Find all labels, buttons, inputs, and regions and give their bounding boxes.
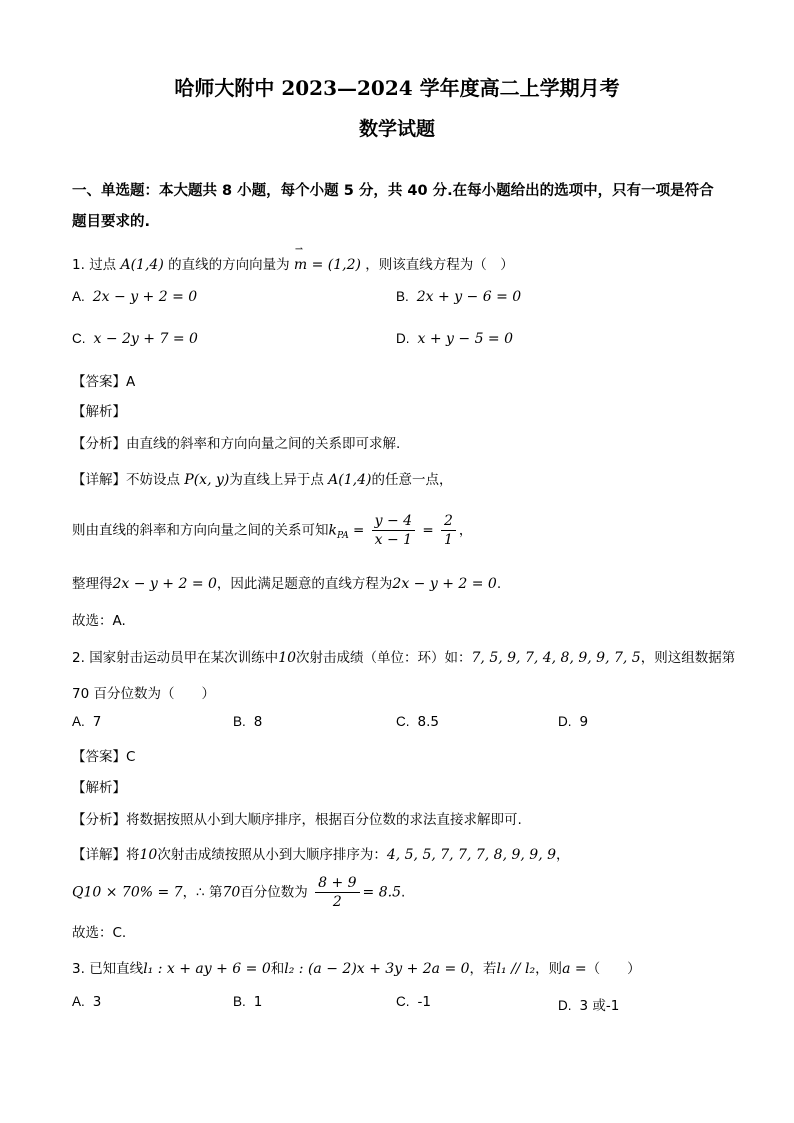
question-3: 3. 已知直线l₁ : x + ay + 6 = 0和l₂ : (a − 2)x + 3y + 2a = 0，若l₁ // l₂，则a =（ ） <box>72 961 641 977</box>
question-2: 2. 国家射击运动员甲在某次训练中10次射击成绩（单位：环）如：7, 5, 9, 7, 4, 8, 9, 9, 7, 5，则这组数据第 <box>72 650 736 666</box>
option-a: A. 2x − y + 2 = 0 <box>72 289 198 305</box>
point-a: A(1,4) <box>120 257 164 273</box>
fraction: $\frac{y - 4}{x - 1}$ <box>372 512 415 549</box>
question-2-cont: 70 百分位数为（ ） <box>72 686 215 702</box>
choice-line: 故选：A. <box>72 613 126 629</box>
question-number: 3. <box>72 961 85 977</box>
analysis-label: 【解析】 <box>72 404 126 420</box>
detail-line-1: 【详解】不妨设点 P(x, y)为直线上异于点 A(1,4)的任意一点， <box>72 472 453 488</box>
sorted-data: 4, 5, 5, 7, 7, 7, 8, 9, 9, 9 <box>386 847 557 863</box>
analysis-summary: 【分析】由直线的斜率和方向向量之间的关系即可求解. <box>72 436 401 452</box>
question-number: 2. <box>72 650 85 666</box>
option-a: A. 3 <box>72 994 102 1010</box>
option-c: C. 8.5 <box>396 714 439 730</box>
choice-line: 故选：C. <box>72 925 127 941</box>
option-d: D. 3 或-1 <box>558 998 620 1014</box>
answer-value: A <box>126 374 136 390</box>
detail-line-2: Q10 × 70% = 7，∴ 第70百分位数为 $\frac{8 + 9}{2}$ = 8.5. <box>72 875 406 910</box>
answer-line: 【答案】C <box>72 749 136 765</box>
detail-line-2: 则由直线的斜率和方向向量之间的关系可知$k_{PA}$ = $\frac{y - 4}{x - 1}$ = $\frac{2}{1}$ ， <box>72 513 473 548</box>
fraction: $\frac{8 + 9}{2}$ <box>315 874 359 911</box>
option-b: B. 1 <box>233 994 263 1010</box>
answer-line: 【答案】A <box>72 374 136 390</box>
fraction: $\frac{2}{1}$ <box>441 512 456 549</box>
option-b: B. 8 <box>233 714 263 730</box>
detail-line-1: 【详解】将10次射击成绩按照从小到大顺序排序为：4, 5, 5, 7, 7, 7, 8, 9, 9, 9， <box>72 847 570 863</box>
answer-value: C <box>126 749 136 765</box>
analysis-summary: 【分析】将数据按照从小到大顺序排序，根据百分位数的求法直接求解即可. <box>72 812 522 828</box>
option-d: D. x + y − 5 = 0 <box>396 331 514 347</box>
option-b: B. 2x + y − 6 = 0 <box>396 289 522 305</box>
option-c: C. x − 2y + 7 = 0 <box>72 331 198 347</box>
question-1: 1. 过点 A(1,4) 的直线的方向向量为 ⇀ m = (1,2) ，则该直线方程为（ ） <box>72 253 514 273</box>
score-data: 7, 5, 9, 7, 4, 8, 9, 9, 7, 5 <box>471 650 641 666</box>
exam-title: 哈师大附中 2023—2024 学年度高二上学期月考 <box>174 76 620 100</box>
line-l1: l₁ : x + ay + 6 = 0 <box>143 961 271 977</box>
section-heading: 一、单选题：本大题共 8 小题，每个小题 5 分，共 40 分.在每小题给出的选项中，只有一项是符合题目要求的. <box>72 183 714 230</box>
exam-subject: 数学试题 <box>358 118 435 140</box>
vector-m: ⇀ m <box>294 257 307 273</box>
option-d: D. 9 <box>558 714 589 730</box>
line-l2: l₂ : (a − 2)x + 3y + 2a = 0 <box>284 961 470 977</box>
option-c: C. -1 <box>396 994 431 1010</box>
question-number: 1. <box>72 257 85 273</box>
detail-line-3: 整理得2x − y + 2 = 0，因此满足题意的直线方程为2x − y + 2 = 0. <box>72 576 502 592</box>
analysis-label: 【解析】 <box>72 780 126 796</box>
option-a: A. 7 <box>72 714 102 730</box>
